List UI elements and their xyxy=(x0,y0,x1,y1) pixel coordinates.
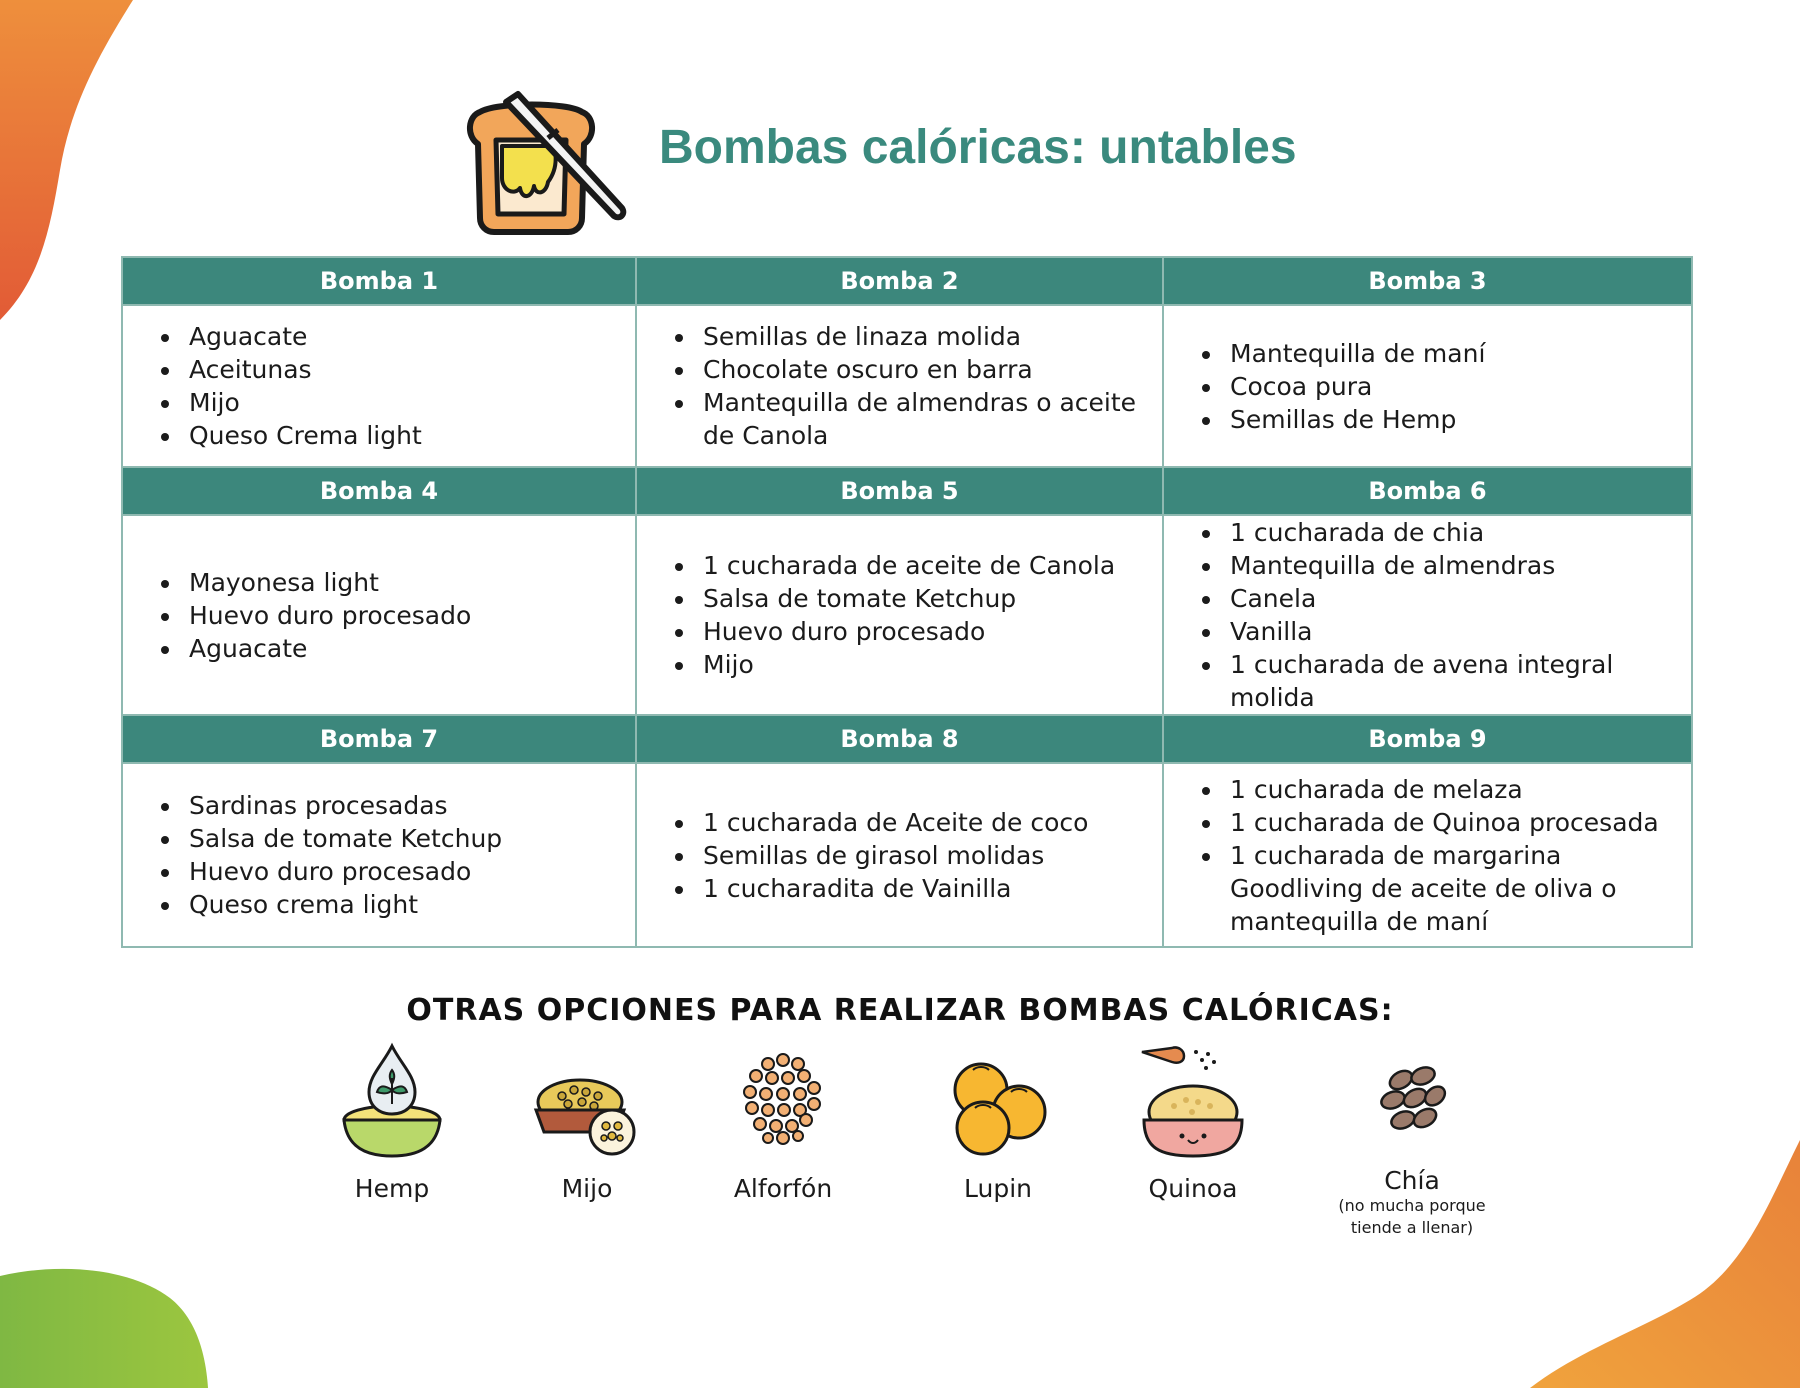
bomba-4-cell xyxy=(122,515,636,715)
list-item: • Huevo duro procesado xyxy=(183,855,635,888)
option-mijo xyxy=(487,1040,687,1203)
option-label: Hemp xyxy=(354,1174,430,1203)
bombas-table xyxy=(121,256,1693,948)
list-item: • Semillas de girasol molidas xyxy=(697,839,1162,872)
list-item: • Salsa de tomate Ketchup xyxy=(183,822,635,855)
table-header-row xyxy=(122,257,1692,305)
bomba-9-list xyxy=(1164,773,1691,938)
list-item: • Mantequilla de maní xyxy=(1224,337,1691,370)
lupin-icon xyxy=(943,1040,1053,1160)
option-hemp xyxy=(292,1040,492,1203)
list-item: • 1 cucharada de margarina Goodliving de aceite de oliva o mantequilla de maní xyxy=(1224,839,1691,938)
table-header-row xyxy=(122,467,1692,515)
quinoa-bowl-icon xyxy=(1138,1040,1248,1160)
bomba-2-header: Bomba 2 xyxy=(636,257,1163,305)
list-item: • Queso crema light xyxy=(183,888,635,921)
page-header xyxy=(462,90,1362,240)
bomba-4-list xyxy=(123,566,635,665)
bomba-2-cell xyxy=(636,305,1163,467)
bomba-5-header: Bomba 5 xyxy=(636,467,1163,515)
page-title: Bombas calóricas: untables xyxy=(659,121,1297,174)
option-label: Mijo xyxy=(561,1174,613,1203)
list-item: • Aguacate xyxy=(183,320,635,353)
bomba-9-header: Bomba 9 xyxy=(1163,715,1692,763)
list-item: • Canela xyxy=(1224,582,1691,615)
bomba-5-cell xyxy=(636,515,1163,715)
option-label: Alforfón xyxy=(733,1174,833,1203)
list-item: • Salsa de tomate Ketchup xyxy=(697,582,1162,615)
orange-blob-bottom-right xyxy=(1520,1140,1800,1388)
bomba-6-header: Bomba 6 xyxy=(1163,467,1692,515)
bomba-2-list xyxy=(637,320,1162,452)
millet-bowl-icon xyxy=(532,1040,642,1160)
table-row xyxy=(122,305,1692,467)
bomba-3-cell xyxy=(1163,305,1692,467)
buckwheat-icon xyxy=(728,1040,838,1160)
list-item: • 1 cucharadita de Vainilla xyxy=(697,872,1162,905)
orange-blob-top-left xyxy=(0,0,140,330)
table-row xyxy=(122,515,1692,715)
bomba-3-list xyxy=(1164,337,1691,436)
option-quinoa xyxy=(1093,1040,1293,1203)
bomba-8-list xyxy=(637,806,1162,905)
bomba-9-cell xyxy=(1163,763,1692,947)
list-item: • Aceitunas xyxy=(183,353,635,386)
toast-butter-knife-icon xyxy=(462,90,632,240)
list-item: • Mantequilla de almendras o aceite de Canola xyxy=(697,386,1162,452)
list-item: • 1 cucharada de melaza xyxy=(1224,773,1691,806)
chia-seeds-icon xyxy=(1357,1040,1467,1160)
bomba-8-cell xyxy=(636,763,1163,947)
list-item: • Aguacate xyxy=(183,632,635,665)
list-item: • 1 cucharada de chia xyxy=(1224,516,1691,549)
list-item: • Huevo duro procesado xyxy=(697,615,1162,648)
list-item: • 1 cucharada de aceite de Canola xyxy=(697,549,1162,582)
list-item: • 1 cucharada de Aceite de coco xyxy=(697,806,1162,839)
option-note: tiende a llenar) xyxy=(1350,1218,1474,1237)
list-item: • Vanilla xyxy=(1224,615,1691,648)
table-row xyxy=(122,763,1692,947)
bomba-3-header: Bomba 3 xyxy=(1163,257,1692,305)
hemp-oil-icon xyxy=(337,1040,447,1160)
list-item: • Huevo duro procesado xyxy=(183,599,635,632)
bomba-1-header: Bomba 1 xyxy=(122,257,636,305)
list-item: • Chocolate oscuro en barra xyxy=(697,353,1162,386)
list-item: • Queso Crema light xyxy=(183,419,635,452)
bomba-4-header: Bomba 4 xyxy=(122,467,636,515)
bomba-7-cell xyxy=(122,763,636,947)
option-label: Quinoa xyxy=(1148,1174,1238,1203)
option-lupin xyxy=(898,1040,1098,1203)
list-item: • 1 cucharada de avena integral molida xyxy=(1224,648,1691,714)
list-item: • Mijo xyxy=(697,648,1162,681)
table-header-row xyxy=(122,715,1692,763)
bomba-6-cell xyxy=(1163,515,1692,715)
bomba-7-header: Bomba 7 xyxy=(122,715,636,763)
list-item: • Mayonesa light xyxy=(183,566,635,599)
option-note: (no mucha porque xyxy=(1338,1196,1486,1215)
list-item: • Mantequilla de almendras xyxy=(1224,549,1691,582)
bomba-5-list xyxy=(637,549,1162,681)
option-label: Lupin xyxy=(964,1174,1032,1203)
list-item: • Semillas de linaza molida xyxy=(697,320,1162,353)
bomba-1-cell xyxy=(122,305,636,467)
bomba-7-list xyxy=(123,789,635,921)
list-item: • Sardinas procesadas xyxy=(183,789,635,822)
bomba-8-header: Bomba 8 xyxy=(636,715,1163,763)
option-alforfon xyxy=(683,1040,883,1203)
green-blob-bottom-left xyxy=(0,1268,220,1388)
list-item: • Semillas de Hemp xyxy=(1224,403,1691,436)
option-label: Chía xyxy=(1384,1166,1440,1195)
list-item: • 1 cucharada de Quinoa procesada xyxy=(1224,806,1691,839)
list-item: • Cocoa pura xyxy=(1224,370,1691,403)
bomba-6-list xyxy=(1164,516,1691,714)
list-item: • Mijo xyxy=(183,386,635,419)
other-options-title: OTRAS OPCIONES PARA REALIZAR BOMBAS CALÓRICAS: xyxy=(406,993,1394,1028)
option-chia xyxy=(1312,1040,1512,1239)
bomba-1-list xyxy=(123,320,635,452)
